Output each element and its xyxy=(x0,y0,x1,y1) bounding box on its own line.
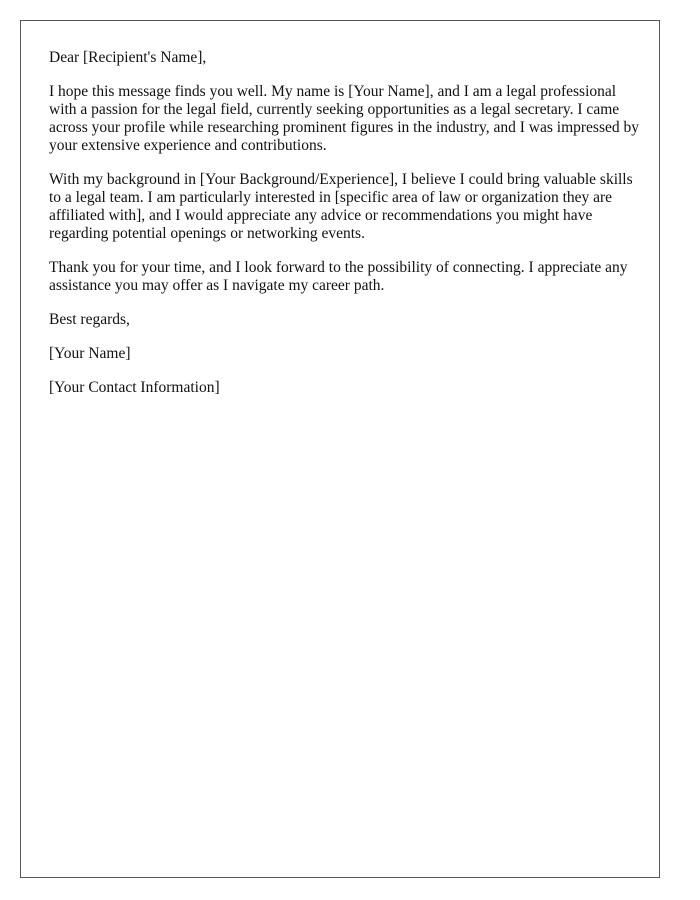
paragraph-background: With my background in [Your Background/Experience], I believe I could bring valuable skills to a legal team. I am particularly interested in [specific area of law or organization they are affiliated with], and I would appreciate any advice or recommendations you might have regarding potential openings or networking events. xyxy=(49,171,633,242)
letter-body xyxy=(49,49,639,413)
letter-page xyxy=(20,20,660,878)
signature-name: [Your Name] xyxy=(49,345,131,362)
closing: Best regards, xyxy=(49,311,130,328)
paragraph-thanks: Thank you for your time, and I look forward to the possibility of connecting. I appreciate any assistance you may offer as I navigate my career path. xyxy=(49,259,628,294)
salutation: Dear [Recipient's Name], xyxy=(49,49,207,66)
paragraph-intro: I hope this message finds you well. My name is [Your Name], and I am a legal professional with a passion for the legal field, currently seeking opportunities as a legal secretary. I came across your profile while researching prominent figures in the industry, and I was impressed by your extensive experience and contributions. xyxy=(49,83,639,154)
contact-info: [Your Contact Information] xyxy=(49,379,220,396)
